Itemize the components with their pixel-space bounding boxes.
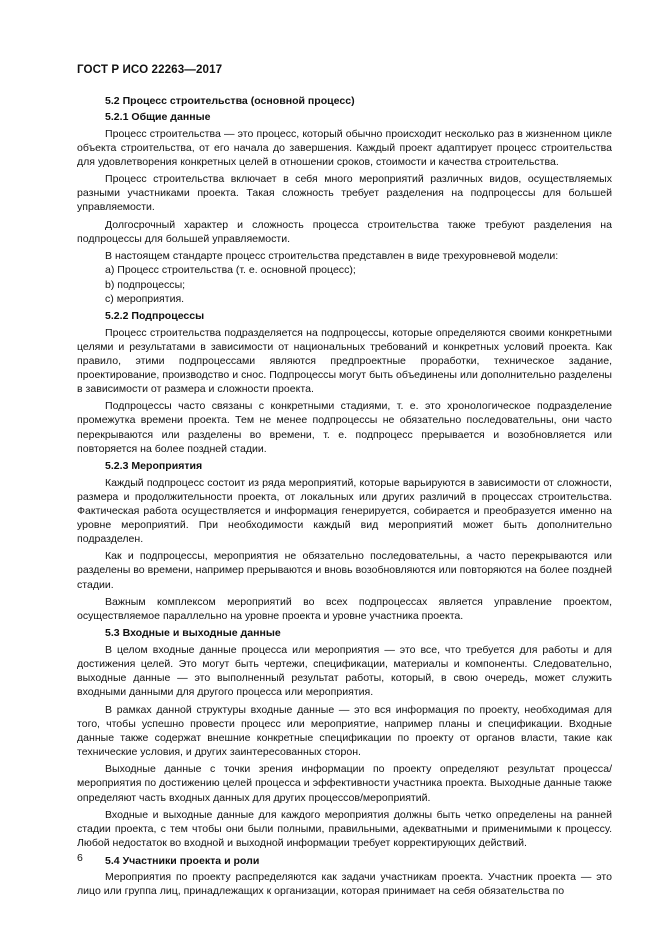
page-number: 6 bbox=[77, 852, 83, 864]
paragraph: В рамках данной структуры входные данные — это вся информация по проекту, необходимая для того, чтобы успешно провести процесс или мероприятие, например планы и спецификации. Входные данные также содержат внешние конкретные спецификации по проекту от органов власти, такие как технические условия, и других заинтересованных сторон. bbox=[77, 703, 612, 758]
paragraph: Процесс строительства включает в себя много мероприятий различных видов, осуществляемых разными участниками проекта. Такая сложность требует разделения на подпроцессы для большей управляемости. bbox=[77, 173, 612, 214]
paragraph: Подпроцессы часто связаны с конкретными стадиями, т. е. это хронологическое подразделение промежутка времени проекта. Тем не менее подпроцессы не обязательно последовательны, они часто перекрываются или разделены во времени, т. е. подпроцесс прерывается и возобновляется или повторяется на более поздней стадии. bbox=[77, 400, 612, 455]
paragraph: В целом входные данные процесса или мероприятия — это все, что требуется для работы и для достижения целей. Это могут быть чертежи, спецификации, материалы и компоненты. Следовательно, выходные данные — это выполненный результат работы, который, в свою очередь, может служить входными данными для другого процесса или мероприятия. bbox=[77, 644, 612, 699]
paragraph: Мероприятия по проекту распределяются как задачи участникам проекта. Участник проекта — это лицо или группа лиц, принадлежащих к организации, которая принимает на себя обязательства по bbox=[77, 871, 612, 898]
paragraph: Процесс строительства подразделяется на подпроцессы, которые определяются своими конкретными целями и результатами в зависимости от национальных требований и конкретных условий проекта. Как правило, этими подпроцессами являются предпроектные проработки, техническое задание, проектирование, производство и снос. Подпроцессы могут быть объединены или дополнительно разделены в зависимости от размера и сложности проекта. bbox=[77, 326, 612, 395]
running-header: ГОСТ Р ИСО 22263—2017 bbox=[77, 63, 223, 76]
paragraph: В настоящем стандарте процесс строительства представлен в виде трехуровневой модели: bbox=[105, 250, 559, 263]
paragraph: Каждый подпроцесс состоит из ряда мероприятий, которые варьируются в зависимости от сложности, размера и продолжительности проекта, от локальных или других различий в процессах строительства. Фактическая работа осуществляется и информация генерируется, собирается и преобразуется именно на уровне мероприятий. При необходимости каждый вид мероприятий может быть дополнительно подразделен. bbox=[77, 476, 612, 545]
paragraph: Важным комплексом мероприятий во всех подпроцессах является управление проектом, осуществляемое параллельно на уровне проекта и уровне участника проекта. bbox=[77, 595, 612, 623]
section-heading-5-3: 5.3 Входные и выходные данные bbox=[105, 627, 281, 640]
paragraph: Процесс строительства — это процесс, который обычно происходит несколько раз в жизненном цикле объекта строительства, от его начала до завершения. Каждый проект адаптирует процесс строительства для удовлетворения конкретных целей в отношении сроков, стоимости и качества строительства. bbox=[77, 127, 612, 168]
paragraph: Долгосрочный характер и сложность процесса строительства также требуют разделения на подпроцессы для большей управляемости. bbox=[77, 218, 612, 245]
paragraph: Входные и выходные данные для каждого мероприятия должны быть четко определены на ранней стадии проекта, с тем чтобы они были полными, правильными, адекватными и применимыми к процессу. Любой недостаток во входной и выходной информации требует корректирующих действий. bbox=[77, 808, 612, 850]
section-heading-5-4: 5.4 Участники проекта и роли bbox=[105, 854, 260, 867]
list-item: c) мероприятия. bbox=[105, 292, 185, 305]
section-heading-5-2-3: 5.2.3 Мероприятия bbox=[105, 460, 203, 473]
page-content bbox=[77, 91, 612, 902]
paragraph: Выходные данные с точки зрения информации по проекту определяют результат процесса/мероприятия по достижению целей процесса и эффективности участника проекта. Выходные данные также определяют часть входных данных для других процессов/мероприятий. bbox=[77, 763, 612, 804]
paragraph: Как и подпроцессы, мероприятия не обязательно последовательны, а часто перекрываются или разделены во времени, например прерываются и вновь возобновляются или повторяются на более поздней стадии. bbox=[77, 550, 612, 591]
section-heading-5-2: 5.2 Процесс строительства (основной процесс) bbox=[105, 94, 355, 107]
list-item: a) Процесс строительства (т. е. основной процесс); bbox=[105, 264, 356, 277]
section-heading-5-2-1: 5.2.1 Общие данные bbox=[105, 111, 211, 124]
list-item: b) подпроцессы; bbox=[105, 278, 186, 291]
section-heading-5-2-2: 5.2.2 Подпроцессы bbox=[105, 310, 205, 322]
